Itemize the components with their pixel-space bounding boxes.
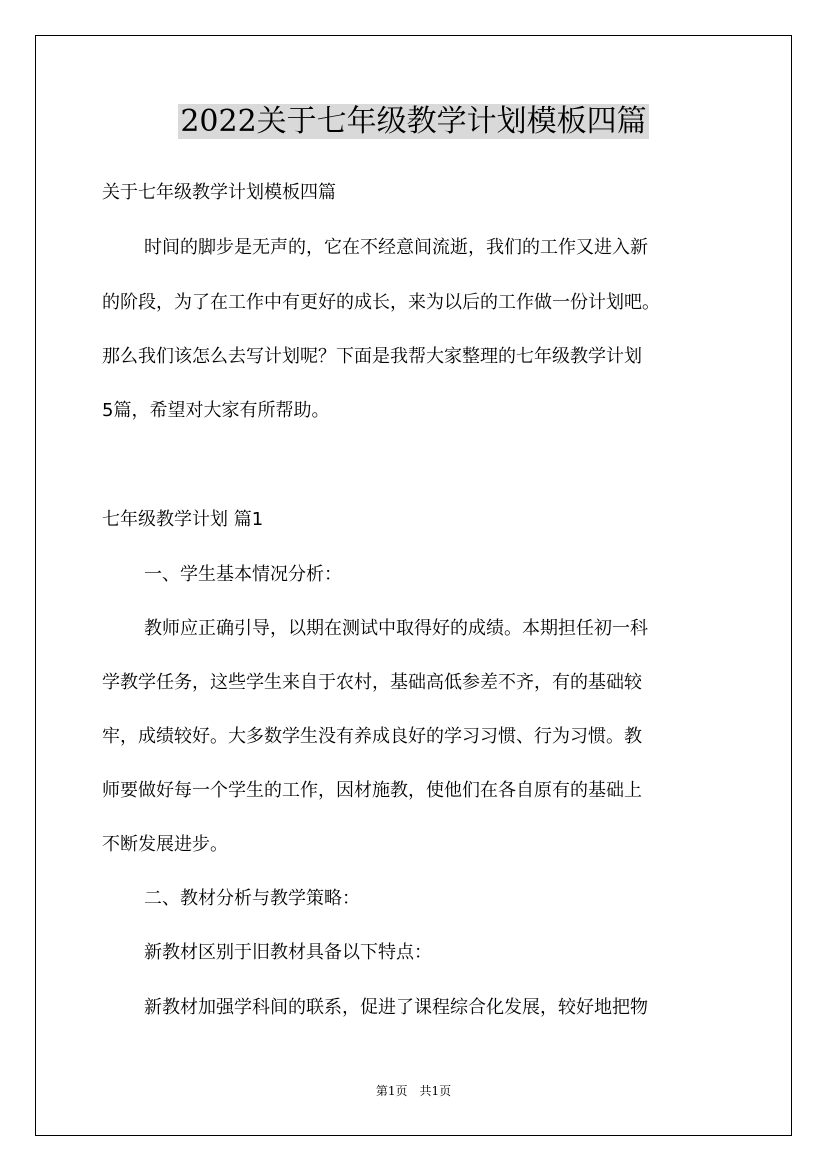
paragraph-line: 不断发展进步。	[102, 834, 228, 855]
paragraph-line: 教师应正确引导，以期在测试中取得好的成绩。本期担任初一科	[144, 618, 648, 639]
paragraph-line: 5篇，希望对大家有所帮助。	[102, 400, 330, 421]
subsection-heading: 二、教材分析与教学策略：	[144, 888, 360, 909]
paragraph-line: 时间的脚步是无声的，它在不经意间流逝，我们的工作又进入新	[144, 237, 648, 258]
document-title	[0, 100, 827, 144]
paragraph-line: 学教学任务，这些学生来自于农村，基础高低参差不齐，有的基础较	[102, 672, 642, 693]
section-heading: 七年级教学计划 篇1	[102, 509, 264, 530]
paragraph-line: 那么我们该怎么去写计划呢？下面是我帮大家整理的七年级教学计划	[102, 346, 642, 367]
paragraph-line: 新教材加强学科间的联系，促进了课程综合化发展，较好地把物	[144, 997, 648, 1018]
paragraph-line: 牢，成绩较好。大多数学生没有养成良好的学习习惯、行为习惯。教	[102, 726, 642, 747]
paragraph-line: 新教材区别于旧教材具备以下特点：	[144, 942, 432, 963]
page-footer: 第1页 共1页	[375, 1084, 452, 1098]
document-title-text: 2022关于七年级教学计划模板四篇	[180, 104, 647, 139]
subsection-heading: 一、学生基本情况分析：	[144, 564, 342, 585]
paragraph-line: 的阶段，为了在工作中有更好的成长，来为以后的工作做一份计划吧。	[102, 292, 660, 313]
document-subtitle: 关于七年级教学计划模板四篇	[102, 182, 336, 203]
paragraph-line: 师要做好每一个学生的工作，因材施教，使他们在各自原有的基础上	[102, 780, 642, 801]
